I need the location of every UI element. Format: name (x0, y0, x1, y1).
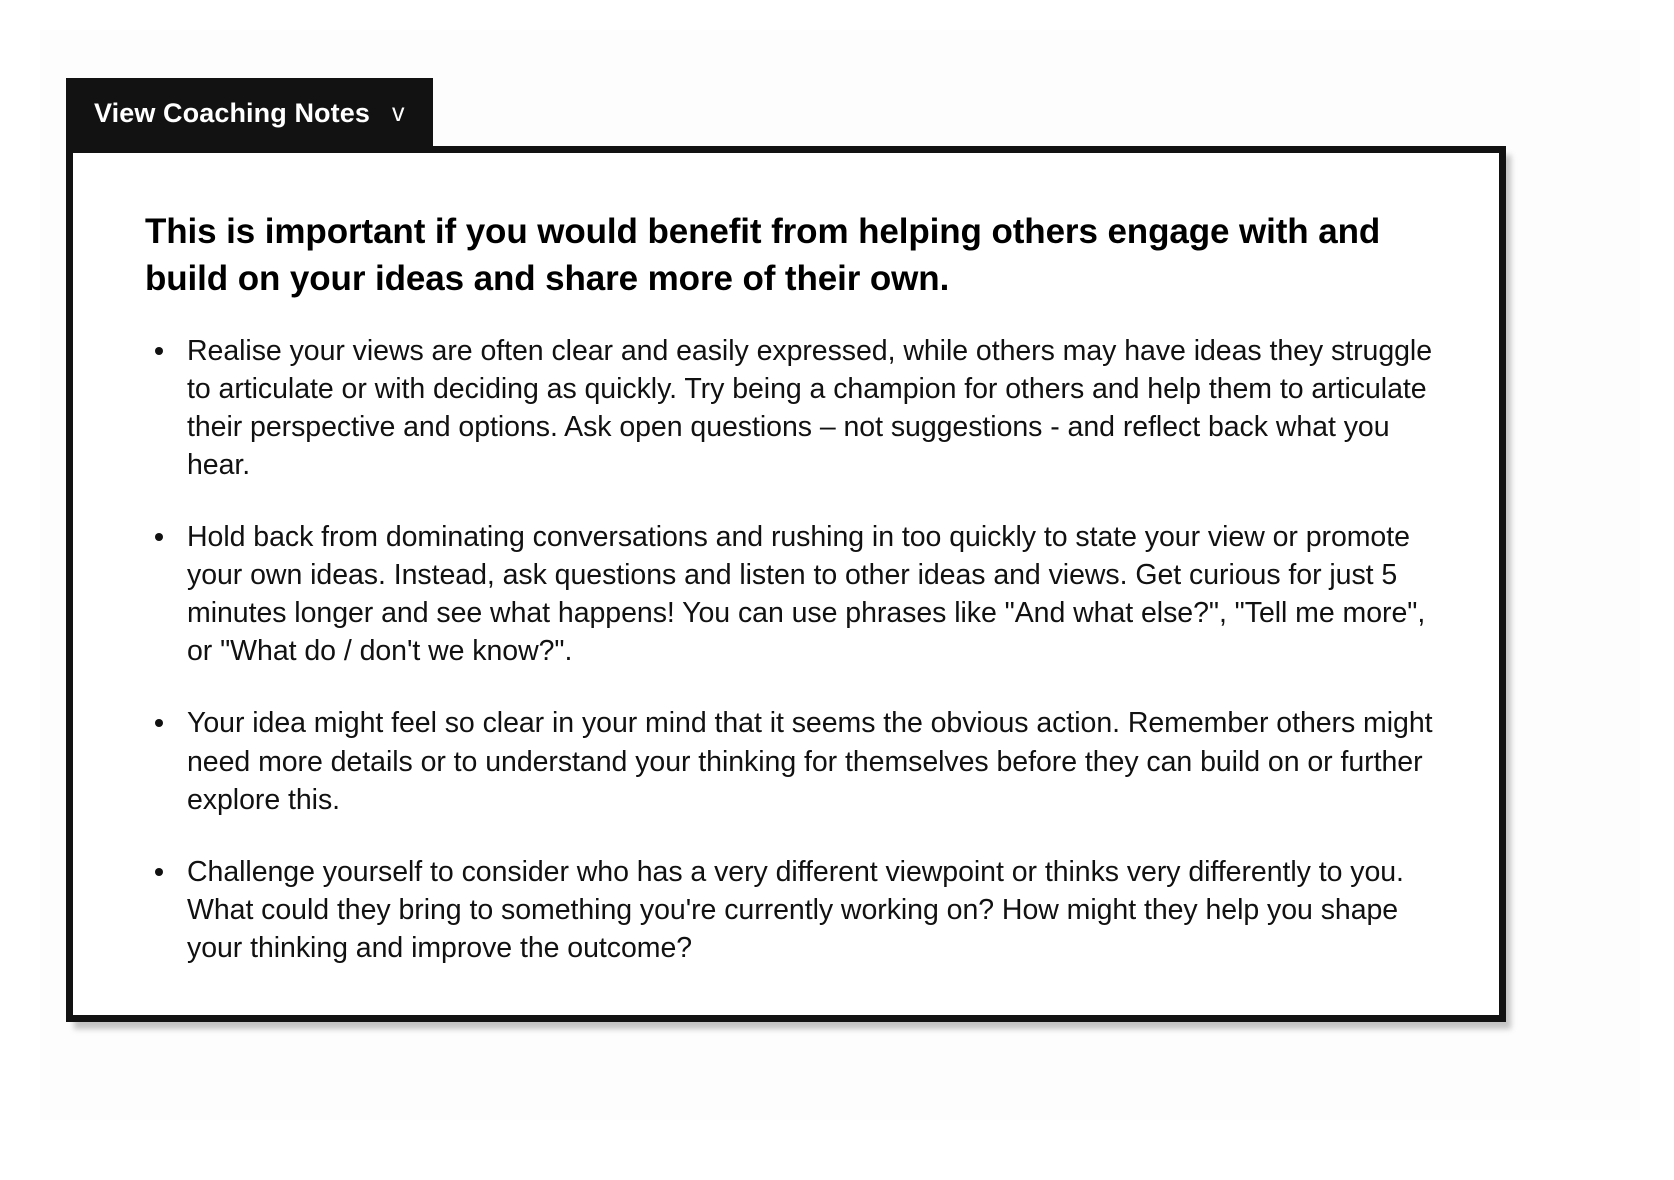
list-item (145, 853, 1447, 967)
bullet-icon (155, 533, 163, 541)
view-coaching-notes-tab[interactable] (66, 78, 433, 148)
bullet-icon (155, 868, 163, 876)
list-item-text: Challenge yourself to consider who has a very different viewpoint or thinks very differently to you. What could they bring to something you're currently working on? How might they help you shape your thinking and improve the outcome? (187, 855, 1404, 964)
card-content (73, 153, 1499, 967)
list-item-text: Your idea might feel so clear in your mind that it seems the obvious action. Remember others might need more details or to understand your thinking for themselves before they can build on or further explore this. (187, 707, 1433, 816)
tab-label: View Coaching Notes (94, 97, 370, 128)
chevron-down-icon[interactable]: v (391, 98, 405, 127)
list-item-text: Hold back from dominating conversations and rushing in too quickly to state your view or promote your own ideas. Instead, ask questions and listen to other ideas and views. Get curious for just 5 minutes longer and see what happens! You can use phrases like "And what else?", "Tell me more", or "What do / don't we know?". (187, 521, 1426, 668)
coaching-notes-list (145, 332, 1447, 967)
bullet-icon (155, 719, 163, 727)
list-item-text: Realise your views are often clear and easily expressed, while others may have ideas they struggle to articulate or with deciding as quickly. Try being a champion for others and help them to articulate their perspective and options. Ask open questions – not suggestions - and reflect back what you hear. (187, 335, 1432, 482)
coaching-notes-card (66, 146, 1506, 1022)
bullet-icon (155, 347, 163, 355)
list-item (145, 518, 1447, 670)
notes-heading: This is important if you would benefit from helping others engage with and build on your ideas and share more of their own. (145, 212, 1381, 298)
list-item (145, 704, 1447, 818)
list-item (145, 332, 1447, 484)
